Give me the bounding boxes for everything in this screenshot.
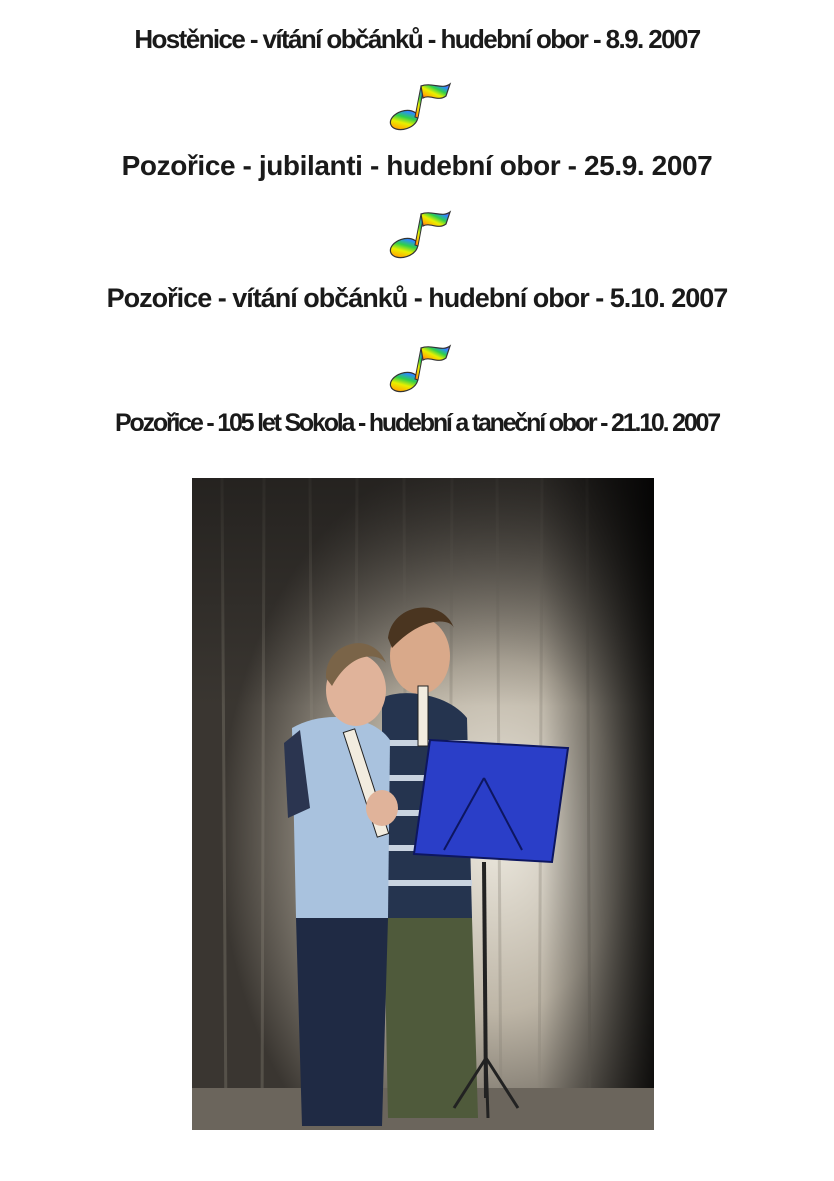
event-line-3: Pozořice - vítání občánků - hudební obor - 5.10. 2007 <box>106 283 728 313</box>
performance-photo <box>192 478 654 1130</box>
music-note-icon <box>388 342 454 394</box>
event-line-1: Hostěnice - vítání občánků - hudební obor - 8.9. 2007 <box>134 24 700 54</box>
event-line-2: Pozořice - jubilanti - hudební obor - 25.9. 2007 <box>121 150 713 181</box>
event-line-4: Pozořice - 105 let Sokola - hudební a taneční obor - 21.10. 2007 <box>115 409 719 437</box>
music-note-icon <box>388 208 454 260</box>
music-note-icon <box>388 80 454 132</box>
